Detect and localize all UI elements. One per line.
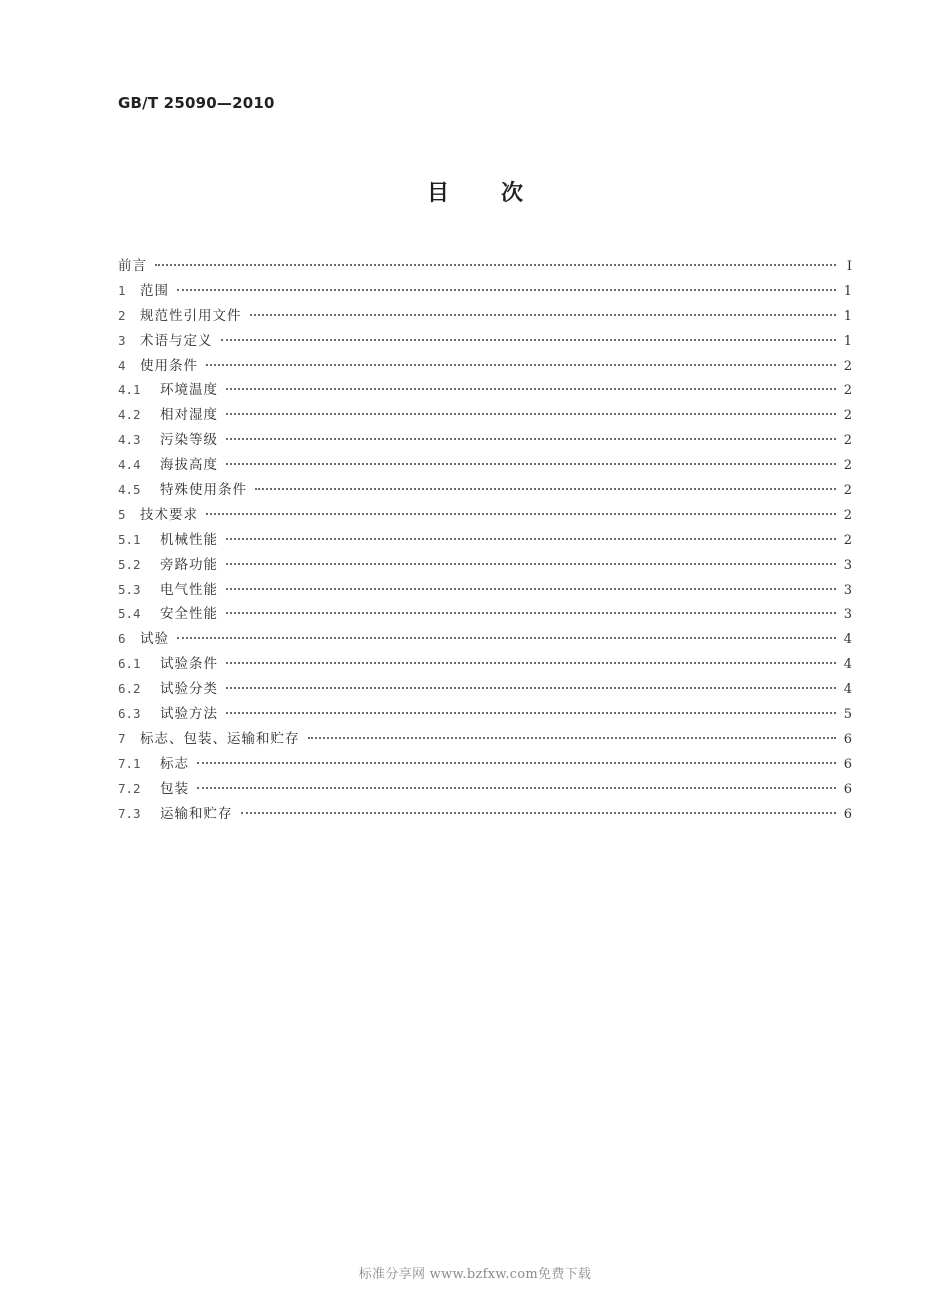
toc-entry-label: 包装 xyxy=(160,780,189,797)
toc-entry-label: 使用条件 xyxy=(140,357,198,374)
toc-entry[interactable] xyxy=(118,777,852,802)
toc-entry-number: 3 xyxy=(118,332,126,348)
toc-dot-leader xyxy=(197,762,836,764)
toc-entry-label: 环境温度 xyxy=(160,382,218,399)
toc-dot-leader xyxy=(221,339,837,341)
toc-entry-page: 2 xyxy=(843,358,852,374)
toc-dot-leader xyxy=(226,438,836,440)
toc-entry-page: 6 xyxy=(843,806,852,822)
toc-dot-leader xyxy=(226,712,836,714)
toc-entry-number: 6.1 xyxy=(118,656,141,672)
toc-entry-page: 2 xyxy=(843,383,852,399)
toc-dot-leader xyxy=(226,538,836,540)
toc-entry-label: 范围 xyxy=(140,282,169,299)
toc-dot-leader xyxy=(226,413,836,415)
toc-entry-number: 2 xyxy=(118,307,126,323)
toc-dot-leader xyxy=(226,662,836,664)
toc-entry-page: 2 xyxy=(843,507,852,523)
toc-entry[interactable] xyxy=(118,727,852,752)
toc-entry-label: 安全性能 xyxy=(160,606,218,623)
toc-dot-leader xyxy=(177,637,836,639)
toc-entry-number: 1 xyxy=(118,282,126,298)
toc-dot-leader xyxy=(226,687,836,689)
toc-dot-leader xyxy=(206,513,836,515)
toc-entry-label: 标志、包装、运输和贮存 xyxy=(140,730,300,747)
toc-entry[interactable] xyxy=(118,304,852,329)
toc-entry-page: 6 xyxy=(843,781,852,797)
toc-entry-page: I xyxy=(846,259,852,274)
toc-entry[interactable] xyxy=(118,752,852,777)
toc-entry[interactable] xyxy=(118,652,852,677)
toc-entry-page: 3 xyxy=(843,557,852,573)
toc-entry-number: 7.3 xyxy=(118,805,141,821)
toc-entry[interactable] xyxy=(118,354,852,379)
footer-watermark: 标准分享网 www.bzfxw.com免费下载 xyxy=(358,1267,592,1282)
toc-dot-leader xyxy=(308,737,837,739)
toc-entry-label: 规范性引用文件 xyxy=(140,307,242,324)
toc-entry-label: 海拔高度 xyxy=(160,457,218,474)
toc-entry-page: 6 xyxy=(843,756,852,772)
toc-entry-label: 试验分类 xyxy=(160,681,218,698)
toc-entry-page: 2 xyxy=(843,433,852,449)
toc-entry[interactable] xyxy=(118,254,852,279)
toc-entry-number: 5.2 xyxy=(118,556,141,572)
toc-entry[interactable] xyxy=(118,677,852,702)
toc-entry-page: 2 xyxy=(843,408,852,424)
toc-dot-leader xyxy=(226,612,836,614)
toc-entry[interactable] xyxy=(118,602,852,627)
toc-entry-number: 5.4 xyxy=(118,606,141,622)
standard-code: GB/T 25090—2010 xyxy=(118,94,275,112)
toc-entry-page: 4 xyxy=(843,682,852,698)
toc-entry-label: 机械性能 xyxy=(160,531,218,548)
toc-entry-page: 4 xyxy=(843,632,852,648)
table-of-contents xyxy=(118,254,852,826)
page-title: 目次 xyxy=(426,181,575,206)
toc-entry-page: 1 xyxy=(843,283,852,299)
toc-entry-page: 1 xyxy=(843,308,852,324)
toc-entry-label: 术语与定义 xyxy=(140,332,213,349)
toc-entry-page: 6 xyxy=(843,731,852,747)
toc-dot-leader xyxy=(226,388,836,390)
toc-entry-label: 运输和贮存 xyxy=(160,805,233,822)
toc-entry-label: 前言 xyxy=(118,258,147,274)
toc-entry-number: 5.3 xyxy=(118,581,141,597)
toc-entry-label: 试验方法 xyxy=(160,706,218,723)
toc-entry[interactable] xyxy=(118,279,852,304)
toc-entry-number: 4.5 xyxy=(118,482,141,498)
toc-entry-number: 4.3 xyxy=(118,432,141,448)
toc-entry-number: 4.2 xyxy=(118,407,141,423)
toc-dot-leader xyxy=(206,364,836,366)
toc-entry-number: 4.1 xyxy=(118,382,141,398)
toc-entry-number: 6.2 xyxy=(118,681,141,697)
toc-entry[interactable] xyxy=(118,453,852,478)
toc-entry-label: 特殊使用条件 xyxy=(160,482,247,499)
toc-entry[interactable] xyxy=(118,528,852,553)
toc-entry[interactable] xyxy=(118,802,852,827)
toc-dot-leader xyxy=(226,463,836,465)
toc-entry-label: 污染等级 xyxy=(160,432,218,449)
toc-entry-number: 7 xyxy=(118,730,126,746)
toc-entry[interactable] xyxy=(118,329,852,354)
toc-entry[interactable] xyxy=(118,428,852,453)
toc-entry-label: 标志 xyxy=(160,755,189,772)
toc-entry-label: 相对湿度 xyxy=(160,407,218,424)
toc-entry-label: 试验条件 xyxy=(160,656,218,673)
toc-entry-label: 电气性能 xyxy=(160,581,218,598)
toc-entry-number: 6 xyxy=(118,631,126,647)
toc-entry-number: 5.1 xyxy=(118,531,141,547)
toc-entry-page: 2 xyxy=(843,458,852,474)
toc-entry-page: 4 xyxy=(843,657,852,673)
toc-entry-label: 试验 xyxy=(140,631,169,648)
toc-entry-page: 2 xyxy=(843,483,852,499)
toc-entry-page: 3 xyxy=(843,607,852,623)
toc-dot-leader xyxy=(226,588,836,590)
toc-dot-leader xyxy=(177,289,836,291)
toc-entry[interactable] xyxy=(118,478,852,503)
toc-entry[interactable] xyxy=(118,578,852,603)
toc-dot-leader xyxy=(255,488,836,490)
toc-entry-number: 6.3 xyxy=(118,706,141,722)
toc-dot-leader xyxy=(241,812,837,814)
toc-entry-number: 7.2 xyxy=(118,780,141,796)
toc-entry-label: 技术要求 xyxy=(140,506,198,523)
toc-entry[interactable] xyxy=(118,403,852,428)
toc-entry-number: 4 xyxy=(118,357,126,373)
toc-entry-page: 5 xyxy=(843,707,852,723)
toc-entry-number: 7.1 xyxy=(118,755,141,771)
toc-dot-leader xyxy=(155,264,836,266)
toc-entry[interactable] xyxy=(118,627,852,652)
toc-dot-leader xyxy=(197,787,836,789)
toc-dot-leader xyxy=(226,563,836,565)
toc-entry[interactable] xyxy=(118,553,852,578)
toc-entry-page: 2 xyxy=(843,532,852,548)
toc-entry-page: 3 xyxy=(843,582,852,598)
toc-entry-label: 旁路功能 xyxy=(160,556,218,573)
toc-dot-leader xyxy=(250,314,837,316)
toc-entry-number: 4.4 xyxy=(118,457,141,473)
toc-entry[interactable] xyxy=(118,702,852,727)
toc-entry[interactable] xyxy=(118,503,852,528)
toc-entry-number: 5 xyxy=(118,506,126,522)
toc-entry[interactable] xyxy=(118,378,852,403)
toc-entry-page: 1 xyxy=(843,333,852,349)
